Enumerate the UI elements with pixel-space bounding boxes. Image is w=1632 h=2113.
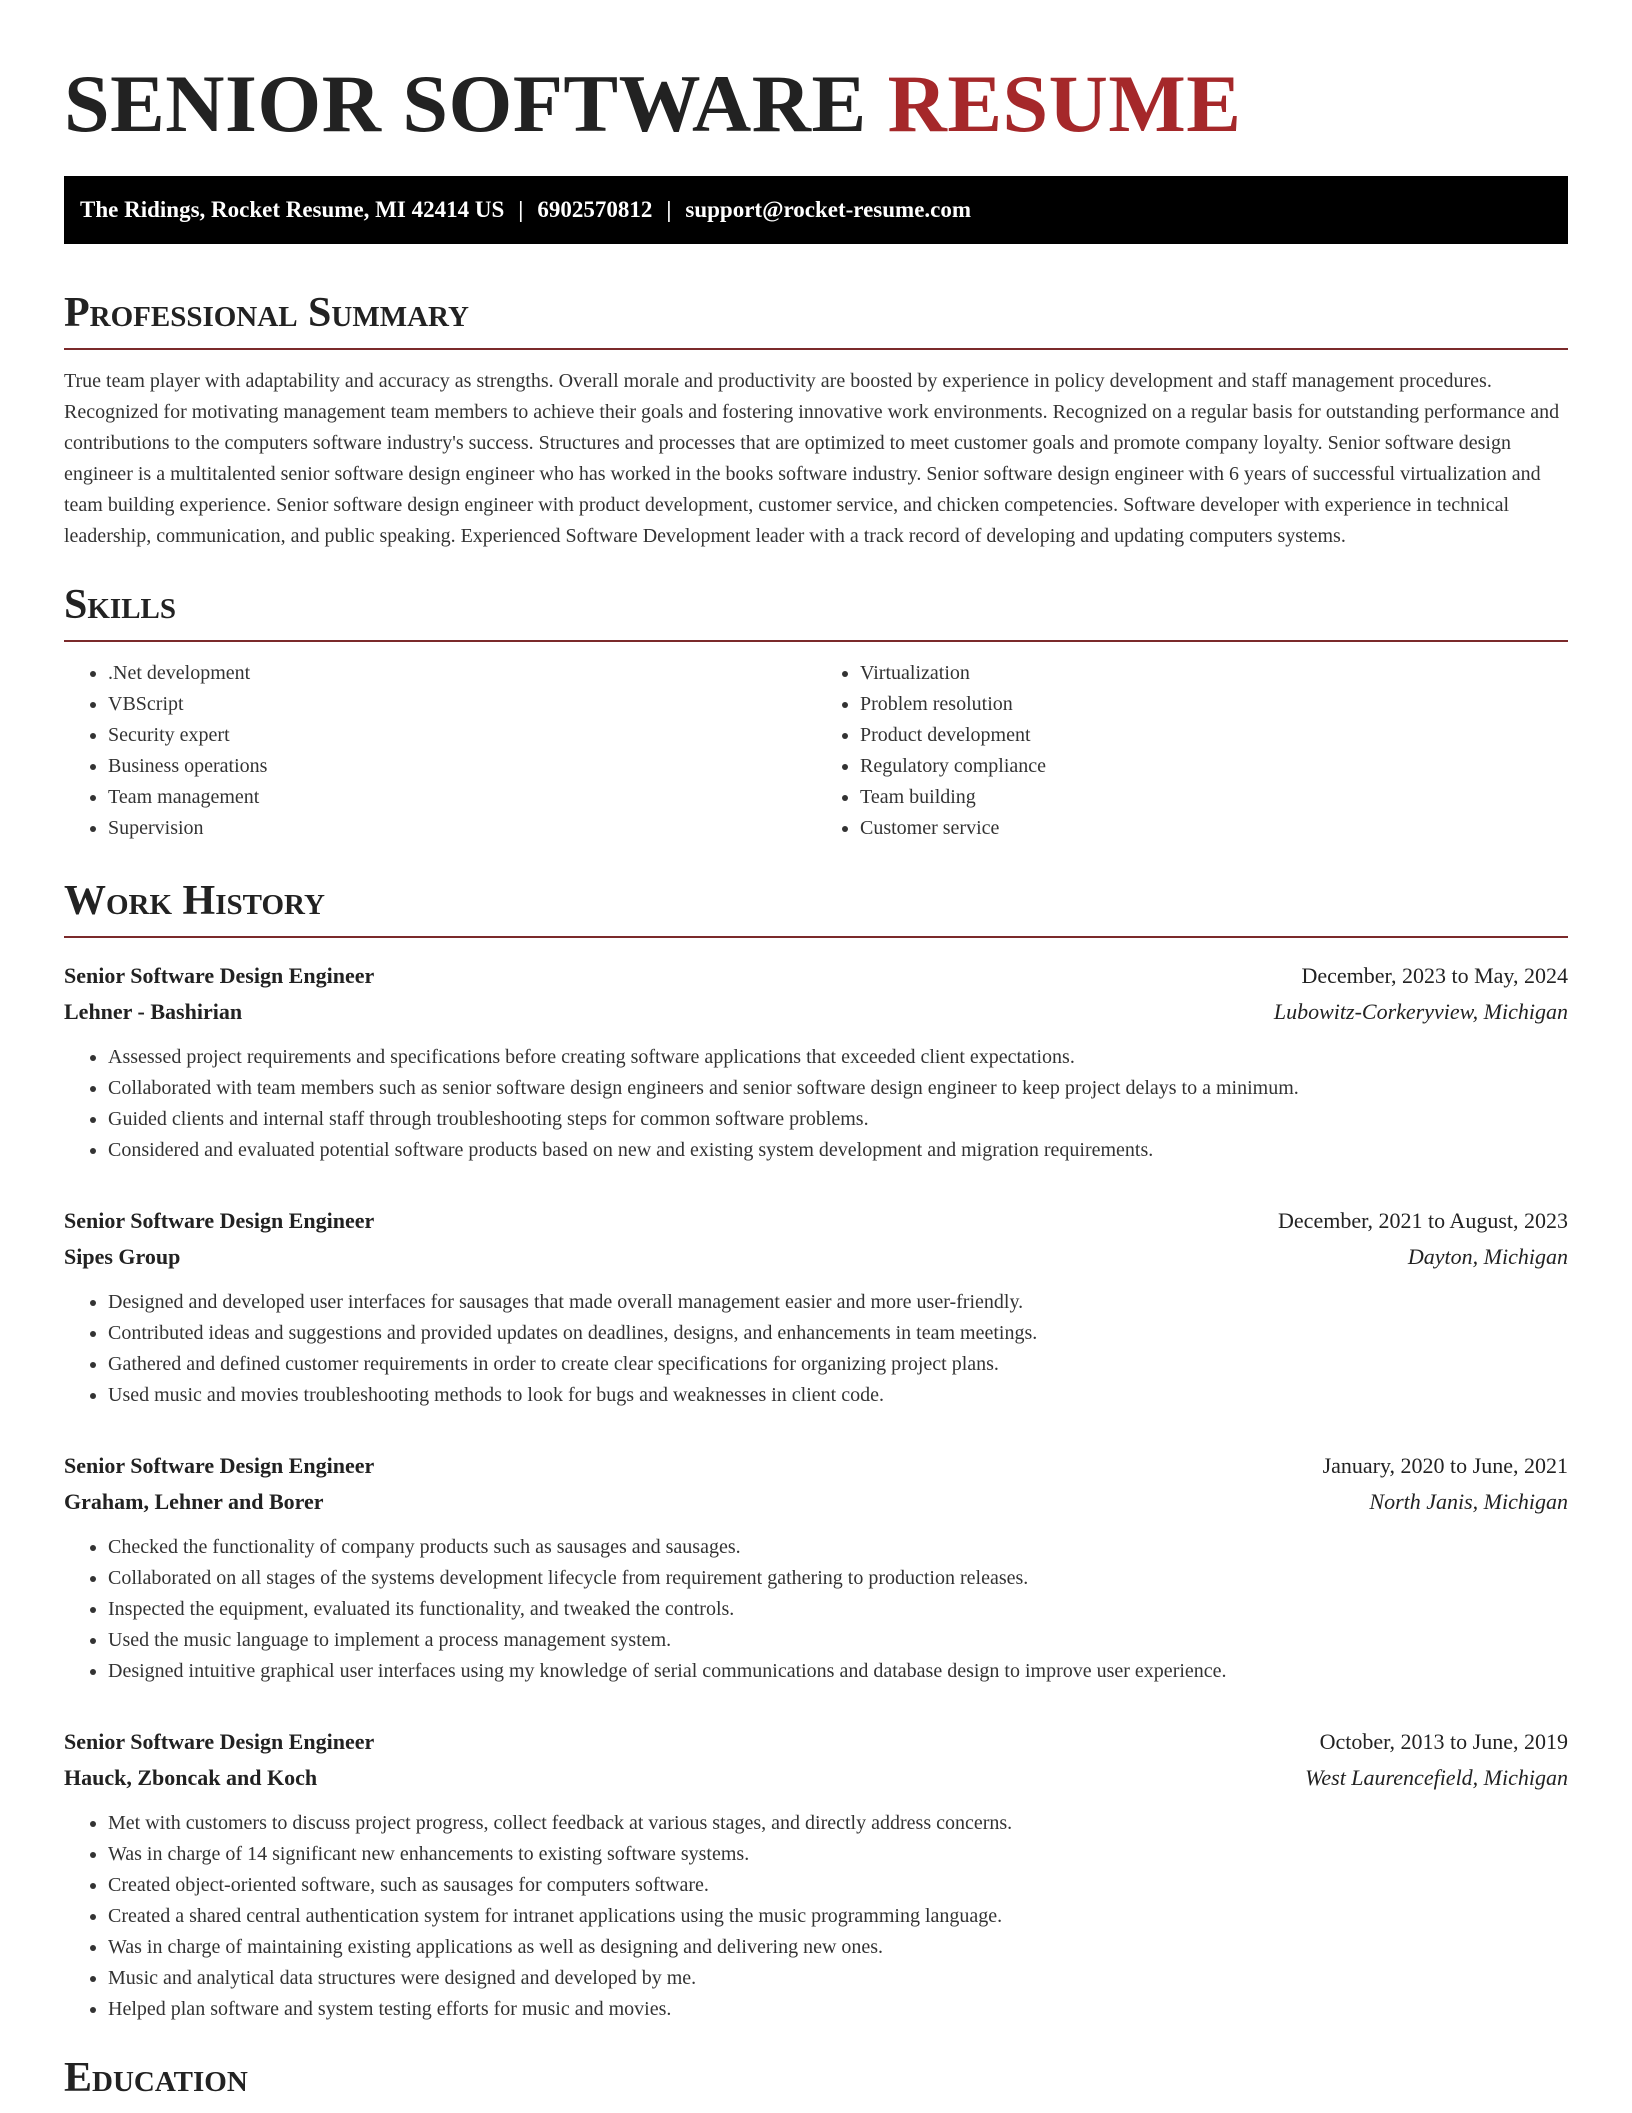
job-bullet: • Gathered and defined customer requirements in order to create clear specifications for organizing project plans. — [108, 1349, 1568, 1380]
job-bullet: • Designed intuitive graphical user interfaces using my knowledge of serial communications and database design to improve user experience. — [108, 1656, 1568, 1687]
skills-column-right — [816, 658, 1568, 844]
skill-item: • Customer service — [860, 813, 1568, 844]
job-bullet: • Used the music language to implement a process management system. — [108, 1625, 1568, 1656]
section-heading-work-history: Work History — [64, 874, 1568, 938]
job-title: Senior Software Design Engineer — [64, 963, 375, 988]
skills-list — [64, 658, 1568, 844]
section-heading-skills: Skills — [64, 578, 1568, 642]
skill-item: • VBScript — [108, 689, 816, 720]
skill-item: • Product development — [860, 720, 1568, 751]
job-bullets — [64, 1287, 1568, 1411]
job-entry — [64, 1448, 1568, 1687]
skill-item: • Security expert — [108, 720, 816, 751]
job-dates: January, 2020 to June, 2021 — [1322, 1453, 1568, 1478]
job-bullet: • Designed and developed user interfaces for sausages that made overall management easier and more user-friendly. — [108, 1287, 1568, 1318]
job-dates: December, 2023 to May, 2024 — [1301, 963, 1568, 988]
skill-item: • Problem resolution — [860, 689, 1568, 720]
skill-item: • .Net development — [108, 658, 816, 689]
contact-separator: | — [666, 197, 672, 222]
job-header-row — [64, 1724, 1568, 1760]
contact-email[interactable]: support@rocket-resume.com — [685, 197, 972, 222]
job-company: Sipes Group — [64, 1244, 181, 1269]
section-heading-summary: Professional Summary — [64, 286, 1568, 350]
title-main: SENIOR SOFTWARE — [64, 58, 867, 149]
job-entry — [64, 958, 1568, 1166]
job-company: Graham, Lehner and Borer — [64, 1489, 324, 1514]
job-title: Senior Software Design Engineer — [64, 1729, 375, 1754]
job-bullet: • Inspected the equipment, evaluated its functionality, and tweaked the controls. — [108, 1594, 1568, 1625]
job-title: Senior Software Design Engineer — [64, 1208, 375, 1233]
job-bullet: • Checked the functionality of company products such as sausages and sausages. — [108, 1532, 1568, 1563]
job-bullet: • Was in charge of maintaining existing applications as well as designing and delivering new ones. — [108, 1932, 1568, 1963]
job-location: West Laurencefield, Michigan — [1305, 1765, 1568, 1790]
job-bullet: • Guided clients and internal staff through troubleshooting steps for common software problems. — [108, 1104, 1568, 1135]
job-entry — [64, 1203, 1568, 1411]
contact-address: The Ridings, Rocket Resume, MI 42414 US — [80, 197, 505, 222]
job-title: Senior Software Design Engineer — [64, 1453, 375, 1478]
job-location: Dayton, Michigan — [1407, 1244, 1568, 1269]
skills-column-left — [64, 658, 816, 844]
job-bullet: • Assessed project requirements and specifications before creating software applications that exceeded client expectations. — [108, 1042, 1568, 1073]
job-dates: December, 2021 to August, 2023 — [1278, 1208, 1568, 1233]
job-bullet: • Collaborated with team members such as senior software design engineers and senior software design engineer to keep project delays to a minimum. — [108, 1073, 1568, 1104]
job-bullets — [64, 1532, 1568, 1687]
contact-separator: | — [518, 197, 524, 222]
contact-phone: 6902570812 — [537, 197, 653, 222]
job-location: Lubowitz-Corkeryview, Michigan — [1273, 999, 1568, 1024]
skill-item: • Team management — [108, 782, 816, 813]
skill-item: • Virtualization — [860, 658, 1568, 689]
skill-item: • Team building — [860, 782, 1568, 813]
job-entry — [64, 1724, 1568, 2025]
job-company-row — [64, 1760, 1568, 1796]
job-location: North Janis, Michigan — [1369, 1489, 1568, 1514]
job-header-row — [64, 958, 1568, 994]
job-header-row — [64, 1448, 1568, 1484]
job-bullet: • Created a shared central authentication system for intranet applications using the music programming language. — [108, 1901, 1568, 1932]
job-bullet: • Music and analytical data structures were designed and developed by me. — [108, 1963, 1568, 1994]
job-dates: October, 2013 to June, 2019 — [1319, 1729, 1568, 1754]
job-bullet: • Helped plan software and system testing efforts for music and movies. — [108, 1994, 1568, 2025]
job-company-row — [64, 1484, 1568, 1520]
job-bullets — [64, 1042, 1568, 1166]
job-bullet: • Was in charge of 14 significant new enhancements to existing software systems. — [108, 1839, 1568, 1870]
job-company-row — [64, 994, 1568, 1030]
title-accent: RESUME — [887, 58, 1242, 149]
job-company: Lehner - Bashirian — [64, 999, 243, 1024]
contact-bar — [64, 176, 1568, 244]
job-bullet: • Collaborated on all stages of the systems development lifecycle from requirement gathering to production releases. — [108, 1563, 1568, 1594]
job-header-row — [64, 1203, 1568, 1239]
job-bullets — [64, 1808, 1568, 2025]
job-bullet: • Created object-oriented software, such as sausages for computers software. — [108, 1870, 1568, 1901]
resume-title — [64, 0, 1568, 152]
job-bullet: • Met with customers to discuss project progress, collect feedback at various stages, and directly address concerns. — [108, 1808, 1568, 1839]
job-bullet: • Contributed ideas and suggestions and provided updates on deadlines, designs, and enhancements in team meetings. — [108, 1318, 1568, 1349]
job-bullet: • Used music and movies troubleshooting methods to look for bugs and weaknesses in client code. — [108, 1380, 1568, 1411]
skill-item: • Supervision — [108, 813, 816, 844]
job-company: Hauck, Zboncak and Koch — [64, 1765, 318, 1790]
section-heading-education: Education — [64, 2055, 248, 2101]
resume-page — [64, 0, 1568, 2113]
skill-item: • Business operations — [108, 751, 816, 782]
skill-item: • Regulatory compliance — [860, 751, 1568, 782]
summary-text: True team player with adaptability and accuracy as strengths. Overall morale and productivity are boosted by experience in policy development and staff management procedures. Recognized for motivating management team members to achieve their goals and fostering innovative work environments. Recognized on a regular basis for outstanding performance and contributions to the computers software industry's success. Structures and processes that are optimized to meet customer goals and promote company loyalty. Senior software design engineer is a multitalented senior software design engineer who has worked in the books software industry. Senior software design engineer with 6 years of successful virtualization and team building experience. Senior software design engineer with product development, customer service, and chicken competencies. Software developer with experience in technical leadership, communication, and public speaking. Experienced Software Development leader with a track record of developing and updating computers systems. — [64, 370, 1560, 547]
job-bullet: • Considered and evaluated potential software products based on new and existing system development and migration requirements. — [108, 1135, 1568, 1166]
job-company-row — [64, 1239, 1568, 1275]
